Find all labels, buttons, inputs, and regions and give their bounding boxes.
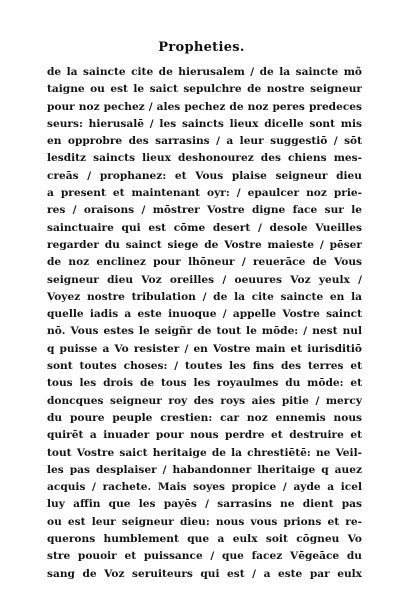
- text-line: creās / prophanez: et Vous plaise seigneur dieu: [47, 169, 362, 182]
- text-block: [47, 64, 362, 583]
- text-line: nō. Vous estes le seigñr de tout le mōde: / nest nul: [47, 325, 362, 338]
- text-line: tout Vostre saict heritaige de la chrestiētē: ne Veil-: [47, 446, 362, 459]
- text-line: de la saincte cite de hierusalem / de la saincte mõ: [47, 66, 362, 78]
- text-line: en opprobre des sarrasins / a leur suggestiō / sōt: [47, 135, 362, 148]
- text-line: acquis / rachete. Mais soyes propice / ayde a icel: [47, 481, 362, 494]
- text-line: regarder du sainct siege de Vostre maieste / pēser: [47, 238, 362, 251]
- text-line: seigneur dieu Voz oreilles / oeuures Voz yeulx /: [47, 273, 362, 286]
- text-line: quirēt a inuader pour nous perdre et destruire et: [47, 429, 362, 442]
- text-line: sont toutes choses: / toutes les fins des terres et: [47, 360, 362, 373]
- text-line: lesditz saincts lieux deshonourez des chiens mes-: [47, 152, 362, 165]
- text-line: tous les drois de tous les royaulmes du mōde: et: [47, 377, 362, 390]
- text-line: Voyez nostre tribulation / de la cite saincte en la: [47, 290, 362, 303]
- text-line: q puisse a Vo resister / en Vostre main et iurisditiō: [47, 342, 362, 355]
- text-line: luy affin que les payēs / sarrasins ne dient pas: [47, 498, 362, 511]
- text-line: taigne ou est le saict sepulchre de nostre seigneur: [47, 83, 362, 96]
- text-line: ou est leur seigneur dieu: nous vous prions et re-: [47, 515, 362, 528]
- text-line: seurs: hierusalē / les saincts lieux dicelle sont mis: [47, 117, 362, 130]
- text-line: du poure peuple crestien: car noz ennemis nous: [47, 411, 362, 424]
- text-line: les pas desplaiser / habandonner lheritaige q auez: [47, 463, 362, 476]
- text-line: a present et maintenant oyr: / epaulcer noz prie-: [47, 187, 362, 200]
- text-line: pour noz pechez / ales pechez de noz peres predeces: [47, 100, 362, 113]
- text-line: stre pouoir et puissance / que facez Vēgeāce du: [47, 550, 362, 563]
- text-line: res / oraisons / mōstrer Vostre digne face sur le: [47, 204, 362, 217]
- text-line: querons humblement que a eulx soit cōgneu Vo: [47, 533, 362, 546]
- text-line: quelle iadis a este inuoque / appelle Vostre sainct: [47, 308, 362, 321]
- running-head: Propheties.: [158, 40, 245, 55]
- text-line: sainctuaire qui est cōme desert / desole Vueilles: [47, 221, 362, 234]
- text-line: doncques seigneur roy des roys aies pitie / mercy: [47, 394, 362, 407]
- text-line: sang de Voz seruiteurs qui est / a este par eulx: [47, 567, 362, 580]
- text-line: de noz enclinez pour lhōneur / reuerāce de Vous: [47, 256, 362, 269]
